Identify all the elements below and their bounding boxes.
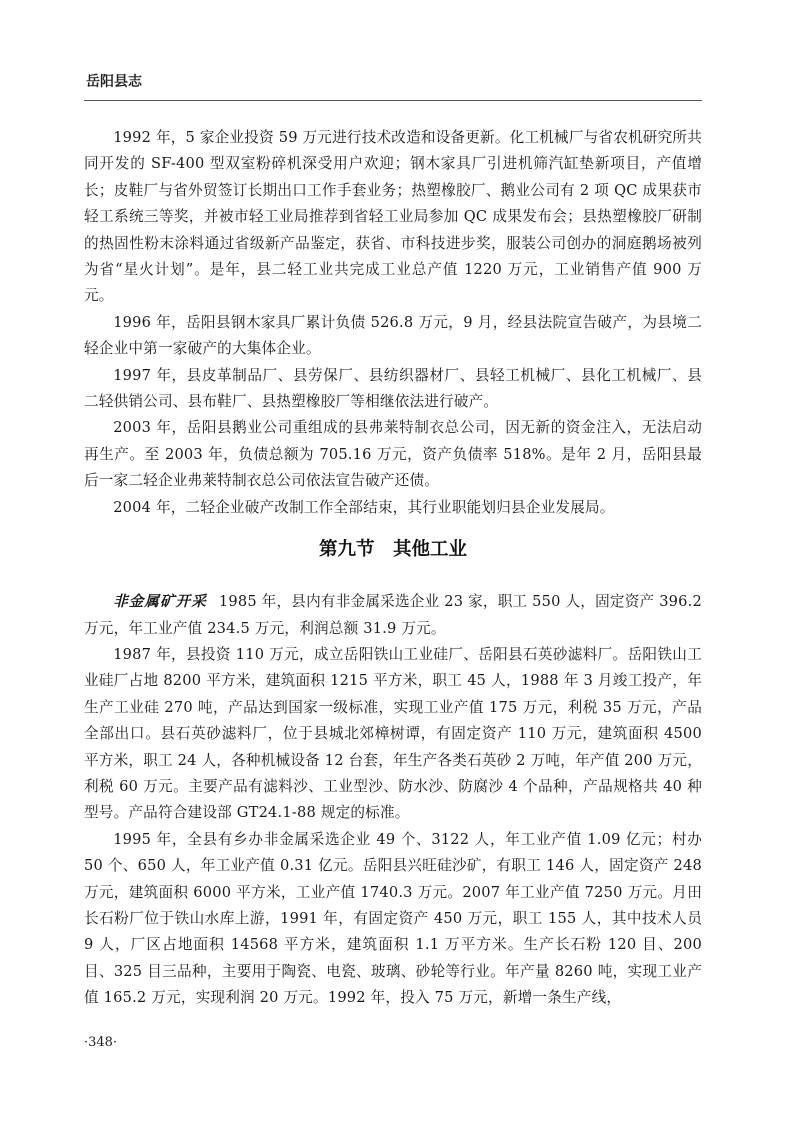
paragraph-2004: 2004 年，二轻企业破产改制工作全部结束，其行业职能划归县企业发展局。	[113, 498, 615, 516]
running-header: 岳阳县志	[86, 74, 142, 90]
lead-text: 1985 年，县内有非金属采选企业 23 家，职工 550 人，固定资产 396.2 万元，年工业产值 234.5 万元，利润总额 31.9 万元。	[84, 593, 702, 637]
paragraph-1992: 1992 年，5 家企业投资 59 万元进行技术改造和设备更新。化工机械厂与省农机研究所共同开发的 SF-400 型双室粉碎机深受用户欢迎；钢木家具厂引进机筛汽缸垫新项目，产值增长；皮鞋厂与省外贸签订长期出口工作手套业务；热塑橡胶厂、鹅业公司有 2 项 QC 成果获市轻工系统三等奖，并被市轻工业局推荐到省轻工业局参加 QC 成果发布会；县热塑橡胶厂研制的热固性粉末涂料通过省级新产品鉴定，获省、市科技进步奖，服装公司创办的洞庭鹅场被列为省“星火计划”。是年，县二轻工业共完成工业总产值 1220 万元，工业销售产值 900 万元。	[84, 129, 702, 305]
header-rule	[84, 100, 702, 101]
page-body	[84, 125, 702, 1012]
paragraph-2003: 2003 年，岳阳县鹅业公司重组成的县弗莱特制衣总公司，因无新的资金注入，无法启动再生产。至 2003 年，负债总额为 705.16 万元，资产负债率 518%。是年 2 月，岳阳县最后一家二轻企业弗莱特制衣总公司依法宣告破产还债。	[84, 419, 702, 490]
paragraph-1996: 1996 年，岳阳县钢木家具厂累计负债 526.8 万元，9 月，经县法院宣告破产，为县境二轻企业中第一家破产的大集体企业。	[84, 313, 702, 358]
paragraph-1995: 1995 年，全县有乡办非金属采选企业 49 个、3122 人，年工业产值 1.09 亿元；村办 50 个、650 人，年工业产值 0.31 亿元。岳阳县兴旺硅沙矿，有职工 146 人，固定资产 248 万元，建筑面积 6000 平方米，工业产值 1740.3 万元。2007 年工业产值 7250 万元。月田长石粉厂位于铁山水库上游，1991 年，有固定资产 450 万元，职工 155 人，其中技术人员 9 人，厂区占地面积 14568 平方米，建筑面积 1.1 万平方米。生产长石粉 120 目、200 目、325 目三品种，主要用于陶瓷、电瓷、玻璃、砂轮等行业。年产量 8260 吨，实现工业产值 165.2 万元，实现利润 20 万元。1992 年，投入 75 万元，新增一条生产线，	[84, 830, 702, 1007]
paragraph-1997: 1997 年，县皮革制品厂、县劳保厂、县纺织器材厂、县轻工机械厂、县化工机械厂、县二轻供销公司、县布鞋厂、县热塑橡胶厂等相继依法进行破产。	[84, 366, 702, 411]
paragraph-nonmetal-mining	[84, 589, 702, 642]
section-title: 第九节 其他工业	[318, 539, 467, 561]
page-number: ·348·	[84, 1034, 118, 1050]
lead-term: 非金属矿开采	[113, 593, 207, 611]
paragraph-1987: 1987 年，县投资 110 万元，成立岳阳铁山工业硅厂、岳阳县石英砂滤料厂。岳阳铁山工业硅厂占地 8200 平方米，建筑面积 1215 平方米，职工 45 人，1988 年 3 月竣工投产，年生产工业硅 270 吨，产品达到国家一级标准，实现工业产值 175 万元，利税 35 万元，产品全部出口。县石英砂滤料厂，位于县城北郊樟树谭，有固定资产 110 万元，建筑面积 4500 平方米，职工 24 人，各种机械设备 12 台套，年生产各类石英砂 2 万吨，年产值 200 万元，利税 60 万元。主要产品有滤料沙、工业型沙、防水沙、防腐沙 4 个品种，产品规格共 40 种型号。产品符合建设部 GT24.1-88 规定的标准。	[84, 645, 702, 822]
